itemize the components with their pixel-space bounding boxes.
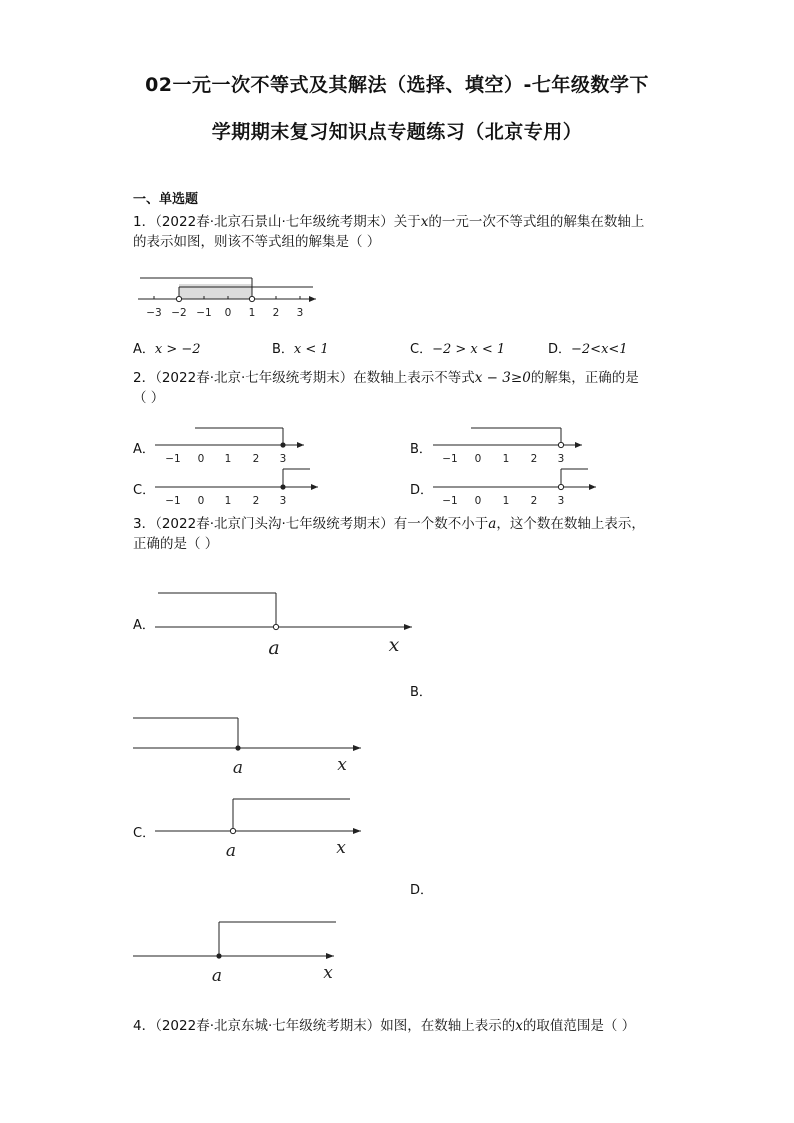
tick-label: 3: [557, 453, 565, 464]
tick-label: 0: [474, 453, 482, 464]
tick-label: 1: [502, 495, 510, 506]
question-2-option-c-graph[interactable]: [150, 464, 322, 506]
axis-label-x: x: [323, 963, 333, 983]
tick-label: 3: [279, 453, 287, 464]
question-2-option-a-graph[interactable]: [150, 424, 310, 464]
open-point-3: [558, 484, 563, 489]
question-2-option-d-graph[interactable]: [428, 464, 600, 506]
question-3-option-a-graph[interactable]: [150, 585, 420, 660]
tick-label: −1: [165, 495, 181, 506]
axis-arrow-icon: [404, 624, 412, 630]
tick-label: 0: [474, 495, 482, 506]
axis-label-x: x: [336, 838, 346, 858]
tick-label: 2: [530, 453, 538, 464]
tick-label: 1: [224, 453, 232, 464]
closed-point-3: [280, 484, 285, 489]
tick-label: 0: [197, 453, 205, 464]
question-2-option-a-label[interactable]: A．: [133, 442, 155, 457]
axis-arrow-icon: [589, 484, 596, 490]
axis-arrow-icon: [326, 953, 334, 959]
axis-arrow-icon: [297, 442, 304, 448]
question-2-stem: 2．（2022春·北京·七年级统考期末）在数轴上表示不等式x − 3≥0的解集，正确的是 （ ）: [133, 370, 639, 406]
tick-label: −1: [165, 453, 181, 464]
point-label-a: a: [268, 637, 280, 659]
question-3-option-d-label[interactable]: D．: [410, 883, 434, 898]
tick-label: −1: [196, 307, 212, 319]
point-label-a: a: [232, 758, 244, 778]
tick-label: −1: [442, 495, 458, 506]
tick-label: 3: [279, 495, 287, 506]
question-4-stem: 4．（2022春·北京东城·七年级统考期末）如图，在数轴上表示的x的取值范围是（ ）: [133, 1018, 636, 1034]
question-1-option-d[interactable]: D．−2<x<1: [548, 342, 628, 357]
open-point-3: [558, 442, 563, 447]
question-1-option-c[interactable]: C．−2 > x < 1: [410, 342, 506, 357]
axis-arrow-icon: [309, 296, 316, 302]
closed-point-a: [216, 953, 221, 958]
question-2-option-b-graph[interactable]: [428, 424, 588, 464]
question-2-option-d-label[interactable]: D．: [410, 483, 434, 498]
question-3-option-b-graph[interactable]: [133, 710, 368, 780]
axis-arrow-icon: [353, 828, 361, 834]
tick-label: −2: [171, 307, 187, 319]
axis-arrow-icon: [575, 442, 582, 448]
question-3-option-b-label[interactable]: B．: [410, 685, 432, 700]
tick-label: 3: [557, 495, 565, 506]
open-point-1: [249, 296, 254, 301]
tick-label: 1: [248, 307, 256, 319]
tick-label: 2: [272, 307, 280, 319]
axis-arrow-icon: [311, 484, 318, 490]
tick-label: 1: [224, 495, 232, 506]
tick-label: 2: [252, 453, 260, 464]
question-3-stem: 3．（2022春·北京门头沟·七年级统考期末）有一个数不小于a，这个数在数轴上表示， 正确的是（ ）: [133, 516, 645, 552]
question-2-option-c-label[interactable]: C．: [133, 483, 156, 498]
question-3-option-c-label[interactable]: C．: [133, 826, 156, 841]
closed-point-a: [235, 745, 240, 750]
tick-label: 2: [530, 495, 538, 506]
question-3-option-d-graph[interactable]: [133, 914, 343, 984]
question-3-option-a-label[interactable]: A．: [133, 618, 155, 633]
document-title-line-1: 02一元一次不等式及其解法（选择、填空）-七年级数学下: [145, 74, 649, 96]
tick-label: 1: [502, 453, 510, 464]
tick-label: −3: [146, 307, 162, 319]
document-title-line-2: 学期期末复习知识点专题练习（北京专用）: [211, 121, 583, 143]
question-1-number-line: [133, 272, 333, 324]
tick-label: 0: [224, 307, 232, 319]
question-3-option-c-graph[interactable]: [150, 792, 365, 862]
tick-label: −1: [442, 453, 458, 464]
axis-label-x: x: [337, 755, 347, 775]
question-1-stem: 1．（2022春·北京石景山·七年级统考期末）关于x的一元一次不等式组的解集在数轴上 的表示如图，则该不等式组的解集是（ ）: [133, 214, 645, 250]
tick-label: 0: [197, 495, 205, 506]
point-label-a: a: [211, 966, 223, 984]
open-point-a: [273, 624, 278, 629]
closed-point-3: [280, 442, 285, 447]
question-2-option-b-label[interactable]: B．: [410, 442, 432, 457]
question-1-option-a[interactable]: A．x > −2: [133, 342, 201, 357]
point-label-a: a: [225, 841, 237, 861]
axis-arrow-icon: [353, 745, 361, 751]
open-point-minus-2: [176, 296, 181, 301]
axis-label-x: x: [388, 634, 400, 656]
solution-shaded-region: [179, 284, 252, 299]
section-heading: 一、单选题: [133, 192, 199, 207]
tick-label: 2: [252, 495, 260, 506]
question-1-option-b[interactable]: B．x < 1: [272, 342, 329, 357]
open-point-a: [230, 828, 235, 833]
tick-label: 3: [296, 307, 304, 319]
